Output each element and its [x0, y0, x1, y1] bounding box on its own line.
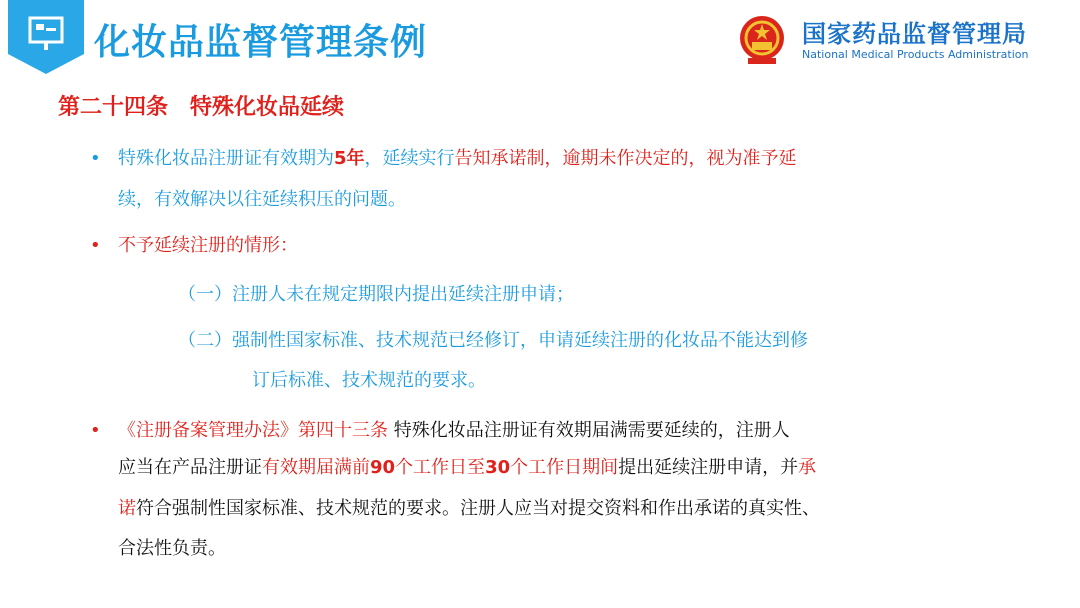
text-span: 诺: [118, 498, 136, 519]
bullet2-item2-line1: （二）强制性国家标准、技术规范已经修订，申请延续注册的化妆品不能达到修: [178, 330, 808, 351]
bullet1-line2: 续，有效解决以往延续积压的问题。: [118, 189, 406, 210]
page-title: 化妆品监督管理条例: [94, 22, 428, 63]
agency-name-cn: 国家药品监督管理局: [802, 20, 1027, 48]
bullet3-line2: [118, 457, 816, 479]
bullet1-line1: [118, 148, 797, 170]
bullet3-line1: [118, 420, 790, 442]
bullet2-item2-line2: 订后标准、技术规范的要求。: [252, 370, 486, 391]
text-span: 《注册备案管理办法》第四十三条: [118, 420, 388, 441]
bullet-dot: •: [90, 235, 101, 256]
agency-logo: [738, 10, 1068, 70]
text-span: 5年: [334, 148, 365, 169]
text-span: ，延续实行: [364, 148, 455, 169]
article-heading: 第二十四条 特殊化妆品延续: [58, 95, 345, 120]
bullet-dot: •: [90, 420, 101, 441]
text-span: 提出延续注册申请，并: [618, 457, 799, 478]
bullet3-line3: [118, 498, 820, 520]
text-span: 符合强制性国家标准、技术规范的要求。注册人应当对提交资料和作出承诺的真实性、: [136, 498, 820, 519]
text-span: 有效期届满前: [262, 457, 370, 478]
text-span: 个工作日期间: [510, 457, 619, 478]
agency-name-en: National Medical Products Administration: [802, 48, 1029, 61]
bullet2-heading: 不予延续注册的情形：: [118, 235, 298, 256]
text-span: 30: [485, 457, 511, 478]
text-span: 应当在产品注册证: [118, 457, 262, 478]
text-span: 承: [798, 457, 817, 478]
text-span: 特殊化妆品注册证有效期届满需要延续的，注册人: [388, 420, 790, 441]
text-span: 90: [370, 457, 396, 478]
presentation-icon: [8, 0, 84, 76]
bullet3-line4: 合法性负责。: [118, 538, 226, 559]
text-span: 特殊化妆品注册证有效期为: [118, 148, 334, 169]
text-span: 告知承诺制，逾期未作决定的，视为准予延: [454, 148, 797, 169]
national-emblem-icon: [738, 14, 786, 66]
text-span: 个工作日至: [395, 457, 486, 478]
bullet-dot: •: [90, 148, 101, 169]
bullet2-item1: （一）注册人未在规定期限内提出延续注册申请；: [178, 284, 574, 305]
